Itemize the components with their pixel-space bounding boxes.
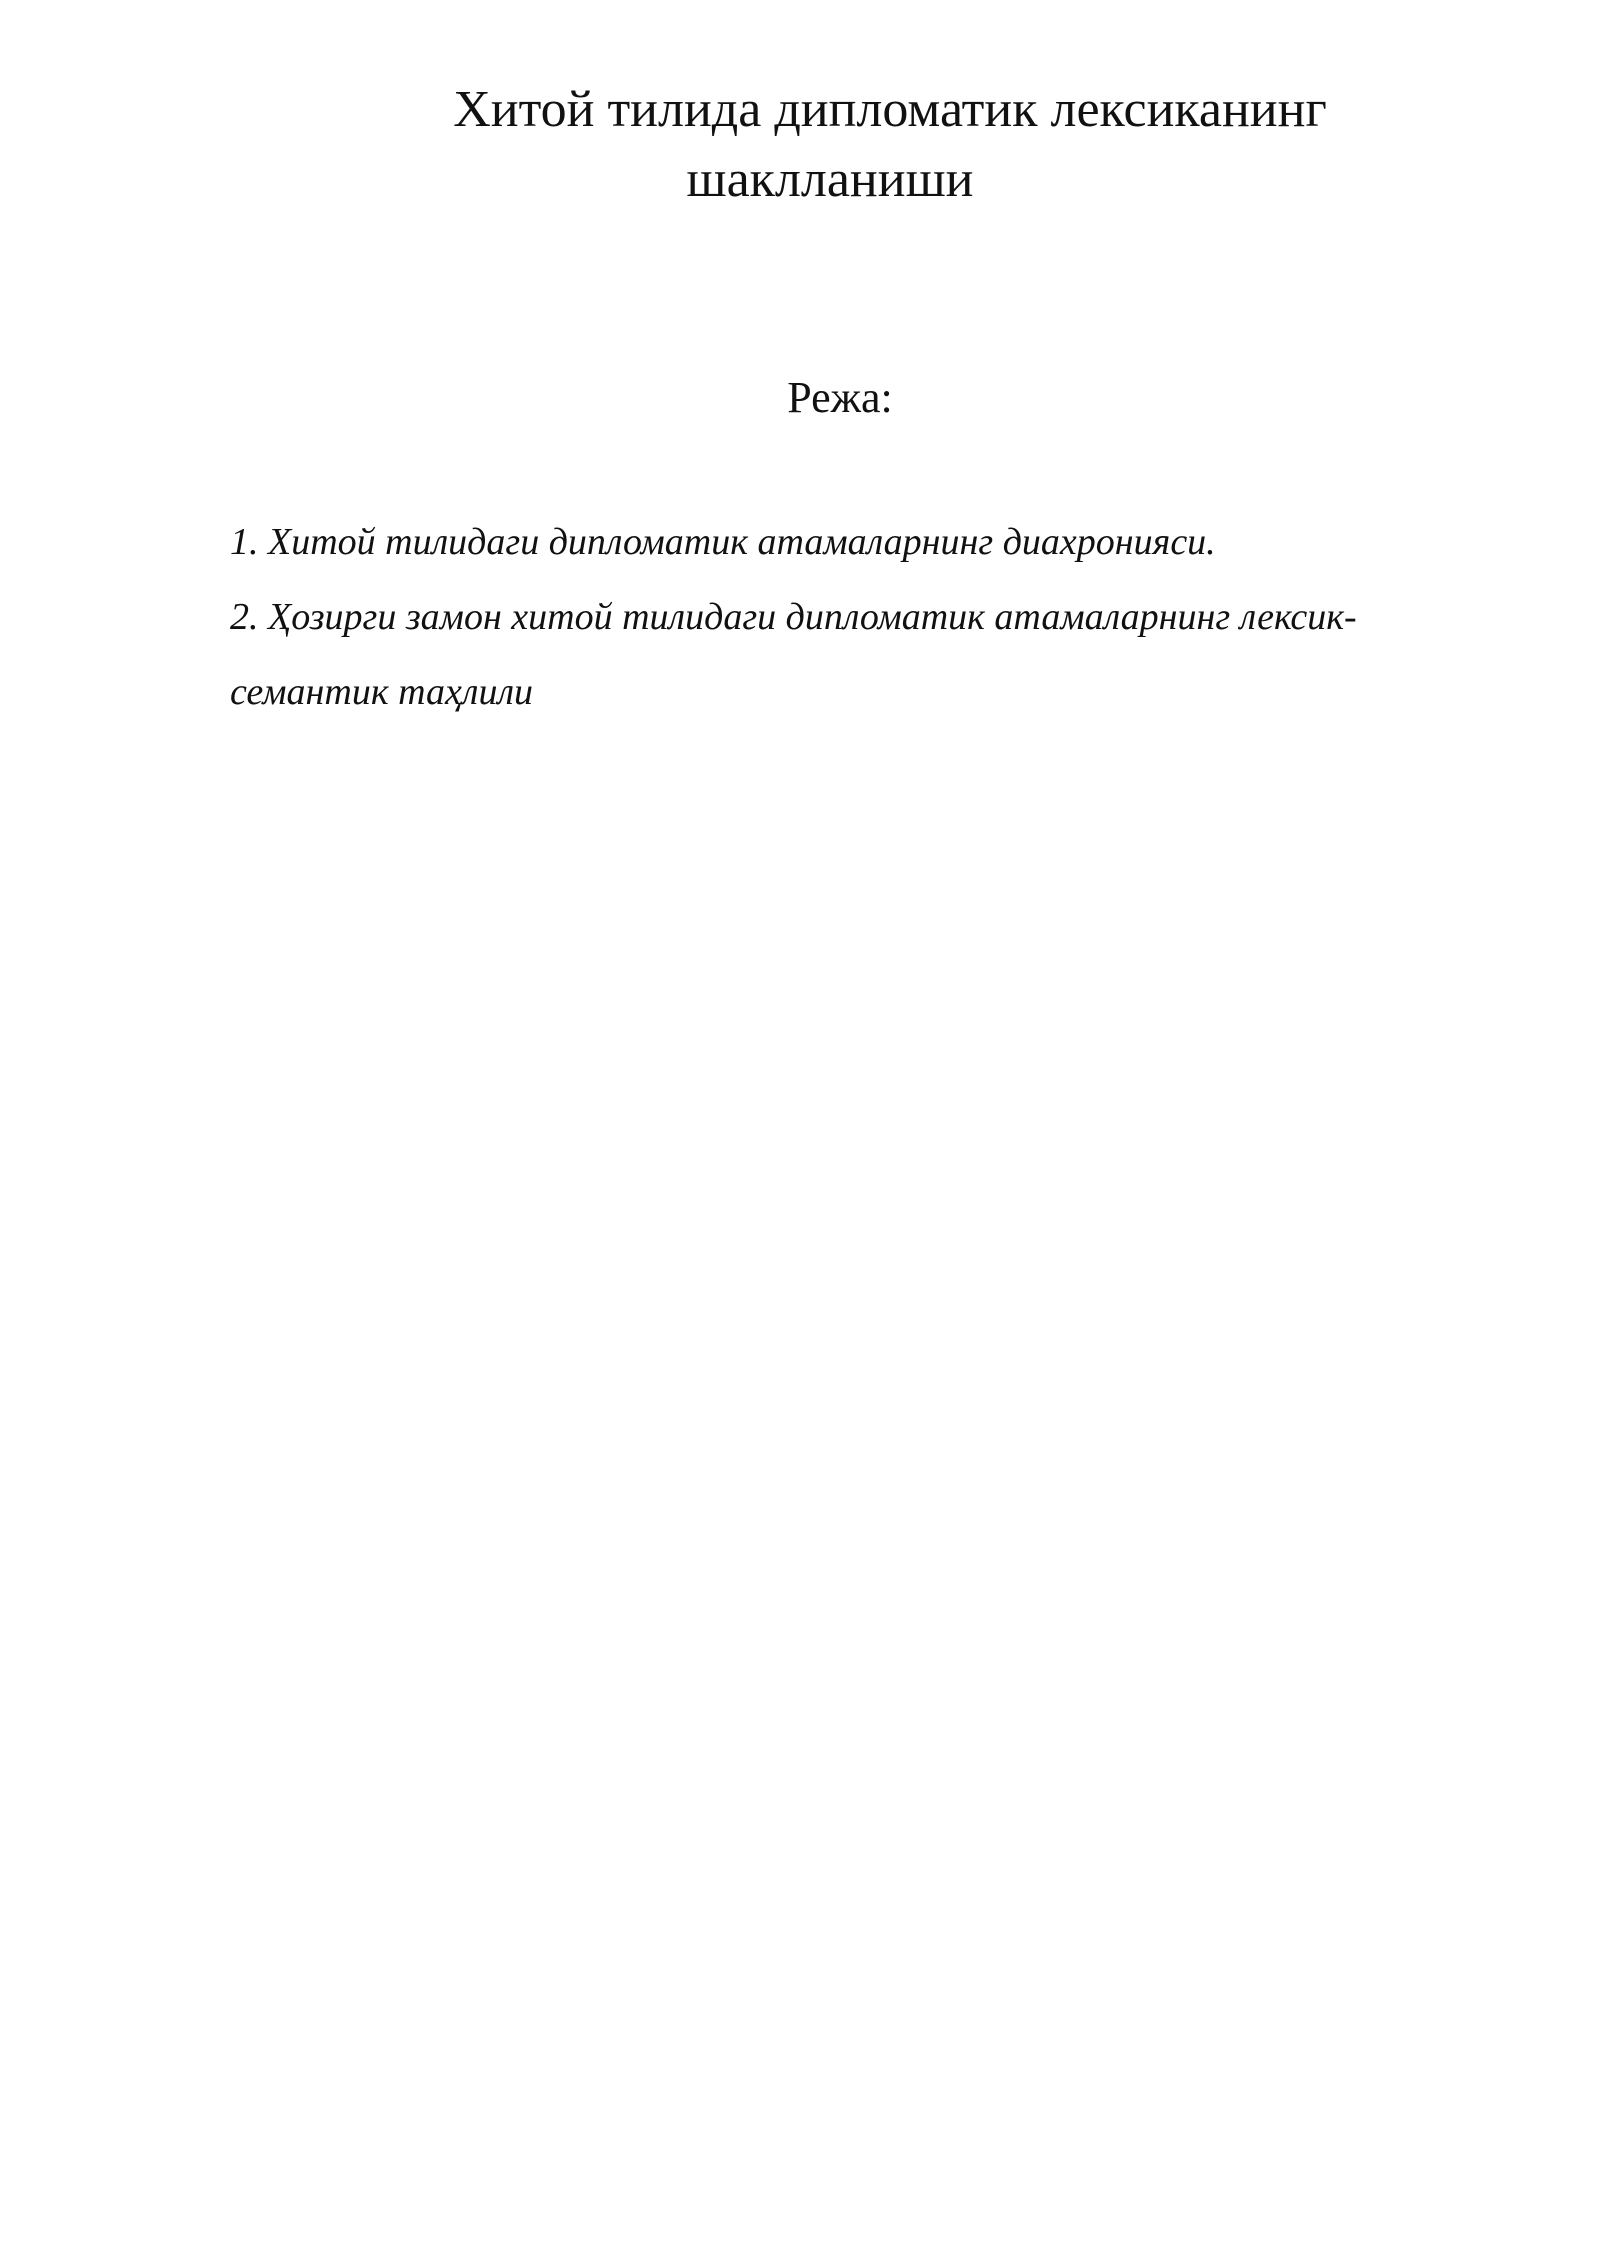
plan-heading: Режа: [787,373,893,422]
plan-item-2-text-line-2: семантик таҳлили [230,671,534,713]
plan-item-1 [230,505,1530,580]
plan-list [230,505,1530,730]
document-title [0,75,1600,215]
plan-item-1-text: 1. Хитой тилидаги дипломатик атамаларнинг диахронияси. [230,521,1216,563]
plan-item-2-text-line-1: 2. Ҳозирги замон хитой тилидаги дипломатик атамаларнинг лексик- [230,596,1357,638]
plan-item-2 [230,580,1530,730]
document-title-line-1: Хитой тилида дипломатик лексиканинг [453,81,1327,138]
document-title-line-2: шаклланиши [686,151,974,208]
